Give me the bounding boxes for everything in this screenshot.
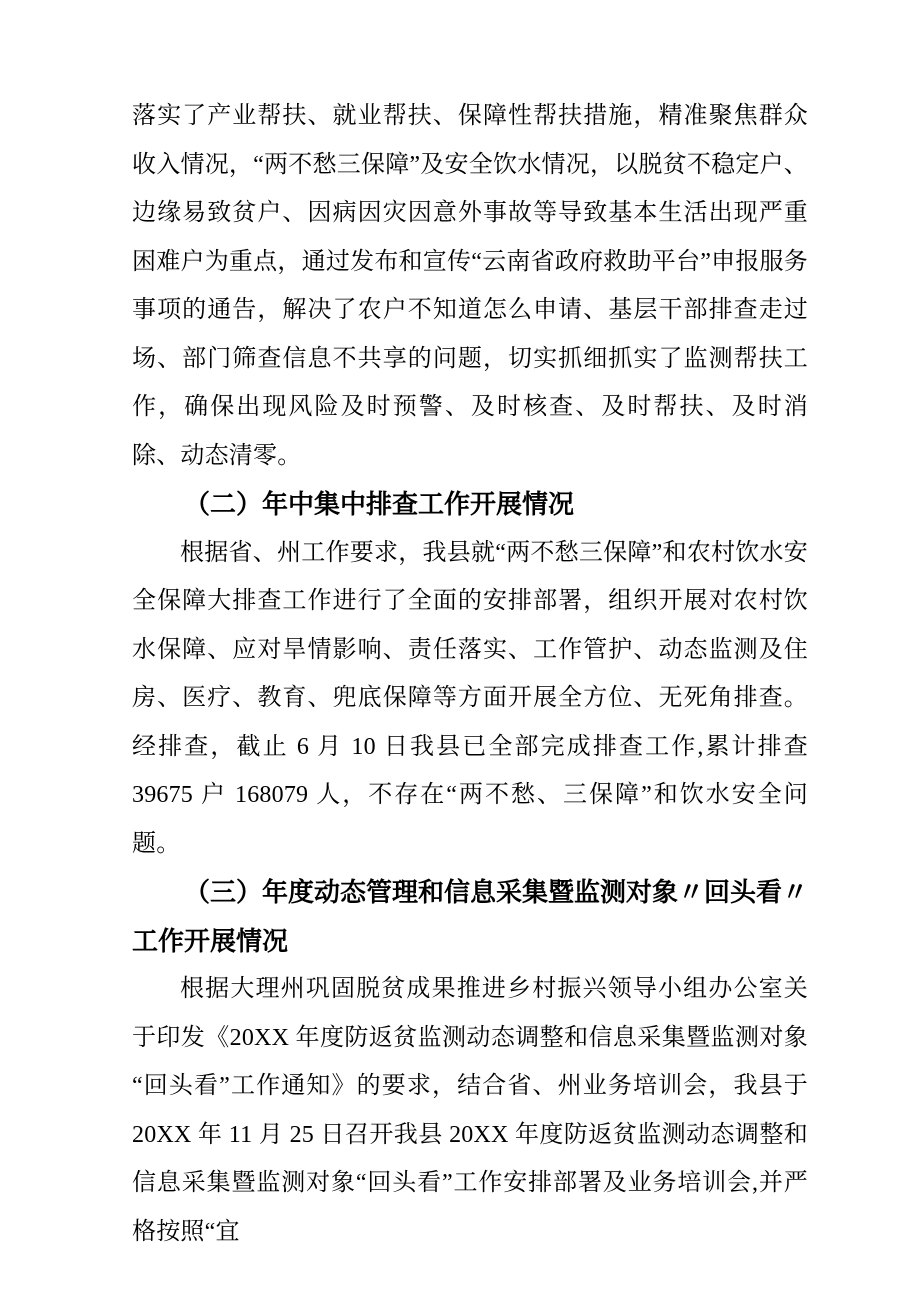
paragraph-midyear-screening: 根据省、州工作要求，我县就“两不愁三保障”和农村饮水安全保障大排查工作进行了全面的安排部署，组织开展对农村饮水保障、应对旱情影响、责任落实、工作管护、动态监测及住房、医疗、教育、兜底保障等方面开展全方位、无死角排查。经排查，截止 6 月 10 日我县已全部完成排查工作,累计排查 39675 户 168079 人，不存在“两不愁、三保障”和饮水安全问题。	[132, 539, 808, 857]
section-heading-3-annual-dynamic-management: （三）年度动态管理和信息采集暨监测对象〃回头看〃工作开展情况	[132, 877, 809, 956]
paragraph-annual-dynamic-management: 根据大理州巩固脱贫成果推进乡村振兴领导小组办公室关于印发《20XX 年度防返贫监测动态调整和信息采集暨监测对象“回头看”工作通知》的要求，结合省、州业务培训会，我县于 20XX 年 11 月 25 日召开我县 20XX 年度防返贫监测动态调整和信息采集暨监测对象“回头看”工作安排部署及业务培训会,并严格按照“宜	[132, 976, 808, 1245]
section-heading-2-midyear-screening: （二）年中集中排查工作开展情况	[184, 489, 575, 519]
paragraph-continued-from-previous-page: 落实了产业帮扶、就业帮扶、保障性帮扶措施，精准聚焦群众收入情况，“两不愁三保障”及安全饮水情况，以脱贫不稳定户、边缘易致贫户、因病因灾因意外事故等导致基本生活出现严重困难户为重点，通过发布和宣传“云南省政府救助平台”申报服务事项的通告，解决了农户不知道怎么申请、基层干部排查走过场、部门筛查信息不共享的问题，切实抓细抓实了监测帮扶工作，确保出现风险及时预警、及时核查、及时帮扶、及时消除、动态清零。	[132, 103, 808, 469]
